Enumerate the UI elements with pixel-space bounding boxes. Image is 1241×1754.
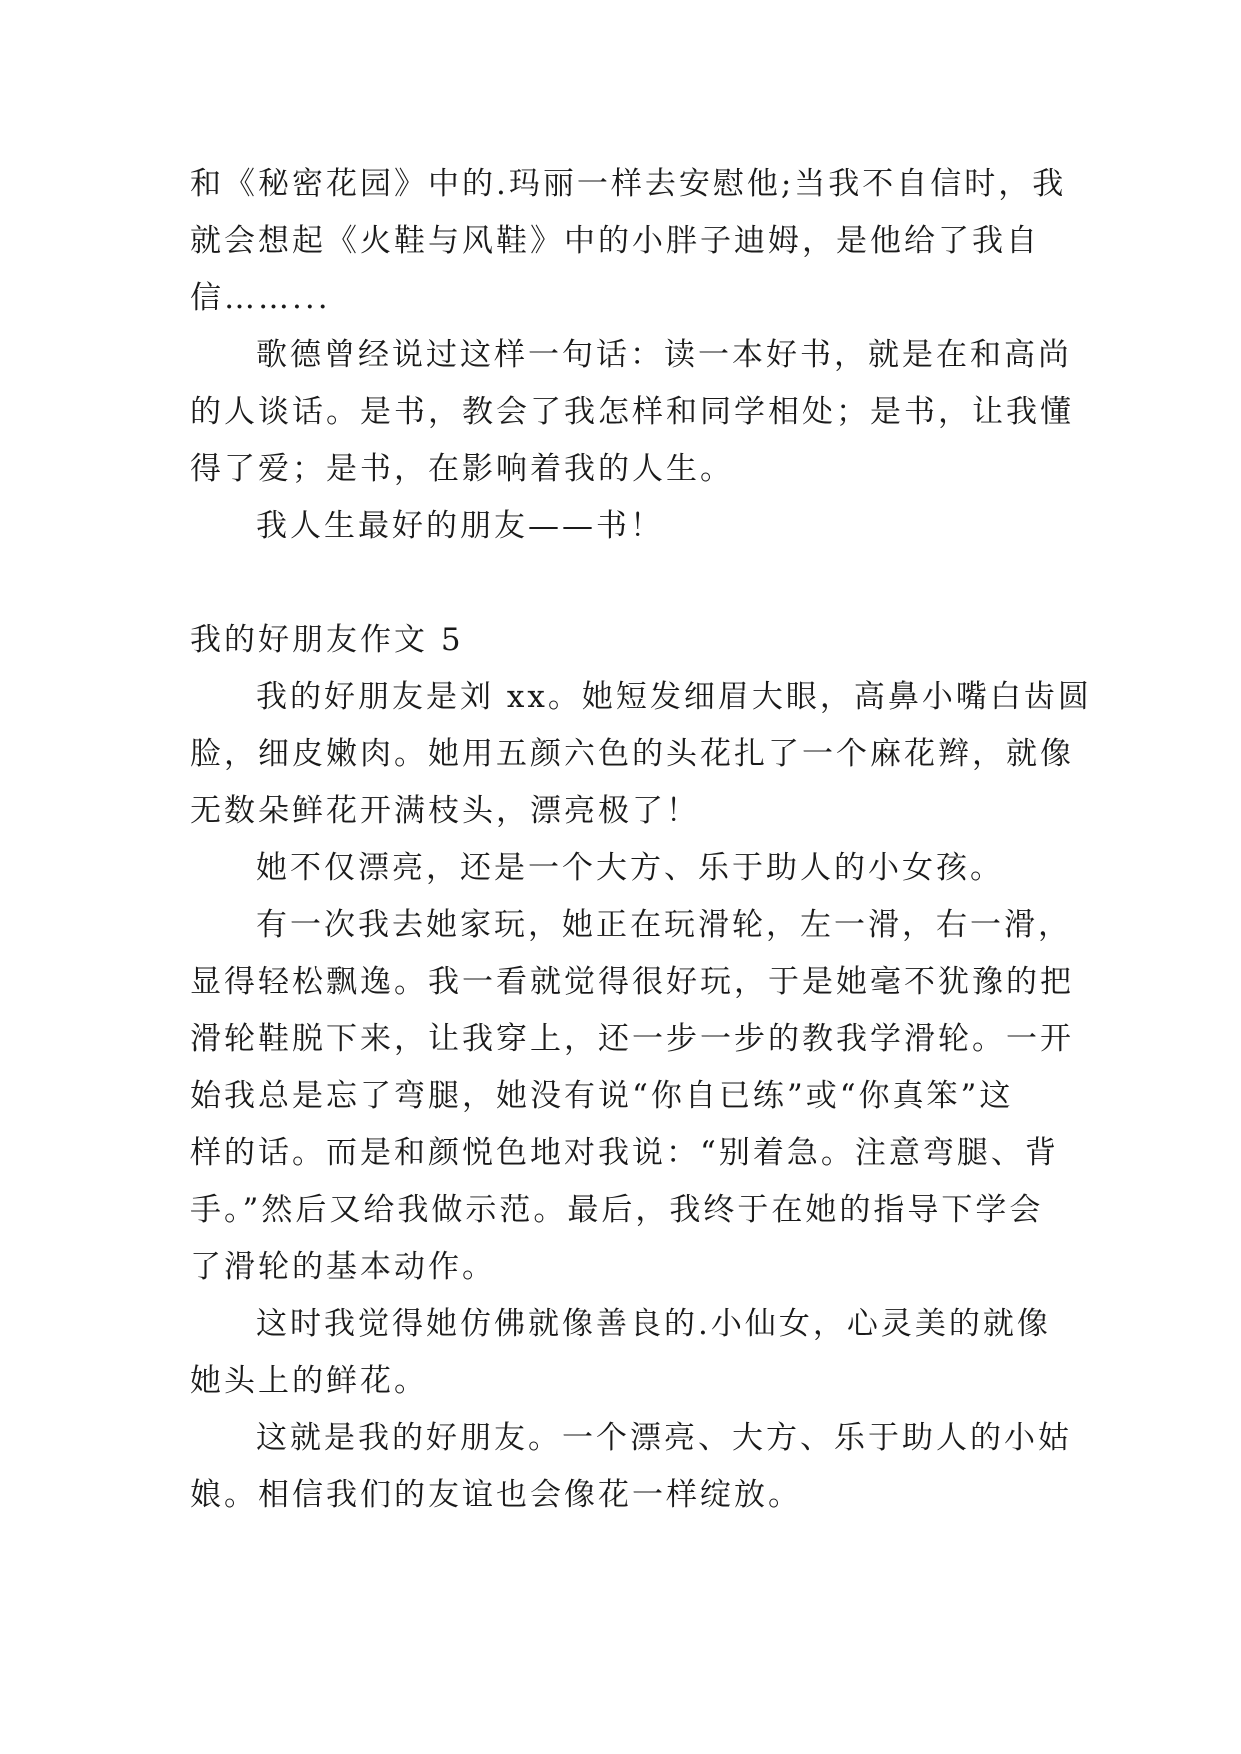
text-line: 她头上的鲜花。 [190,1363,428,1399]
paragraph [190,1296,1050,1410]
text-line: 歌德曾经说过这样一句话：读一本好书，就是在和高尚 [256,337,1072,373]
text-line: 这时我觉得她仿佛就像善良的.小仙女，心灵美的就像 [256,1306,1051,1342]
paragraph [190,327,1074,498]
spacer [190,555,1050,612]
paragraph [190,840,1050,897]
text-line: 有一次我去她家玩，她正在玩滑轮，左一滑，右一滑， [256,907,1072,943]
text-line: 显得轻松飘逸。我一看就觉得很好玩，于是她毫不犹豫的把 [190,964,1074,1000]
text-line: 始我总是忘了弯腿，她没有说“你自已练”或“你真笨”这 [190,1078,1014,1114]
text-line: 得了爱；是书，在影响着我的人生。 [190,451,734,487]
section-heading: 我的好朋友作文 5 [190,622,464,658]
text-line: 我人生最好的朋友——书！ [256,508,664,544]
text-line: 滑轮鞋脱下来，让我穿上，还一步一步的教我学滑轮。一开 [190,1021,1074,1057]
text-line: 样的话。而是和颜悦色地对我说：“别着急。注意弯腿、背 [190,1135,1059,1171]
paragraph [190,156,1067,327]
text-line: 她不仅漂亮，还是一个大方、乐于助人的小女孩。 [256,850,1004,886]
text-line: 和《秘密花园》中的.玛丽一样去安慰他;当我不自信时，我 [190,166,1067,202]
paragraph [190,669,1092,840]
document-body [190,156,1092,1524]
text-line: 脸，细皮嫩肉。她用五颜六色的头花扎了一个麻花辫，就像 [190,736,1074,772]
paragraph [190,1410,1072,1524]
text-line: 了滑轮的基本动作。 [190,1249,496,1285]
paragraph [190,498,1050,555]
text-line: 这就是我的好朋友。一个漂亮、大方、乐于助人的小姑 [256,1420,1072,1456]
text-line: 信……... [190,280,331,316]
text-line: 无数朵鲜花开满枝头，漂亮极了！ [190,793,700,829]
text-line: 手。”然后又给我做示范。最后，我终于在她的指导下学会 [190,1192,1044,1228]
text-line: 我的好朋友是刘 xx。她短发细眉大眼，高鼻小嘴白齿圆 [256,679,1092,715]
paragraph [190,897,1074,1296]
text-line: 的人谈话。是书，教会了我怎样和同学相处；是书，让我懂 [190,394,1074,430]
text-line: 娘。相信我们的友谊也会像花一样绽放。 [190,1477,802,1513]
text-line: 就会想起《火鞋与风鞋》中的小胖子迪姆，是他给了我自 [190,223,1040,259]
